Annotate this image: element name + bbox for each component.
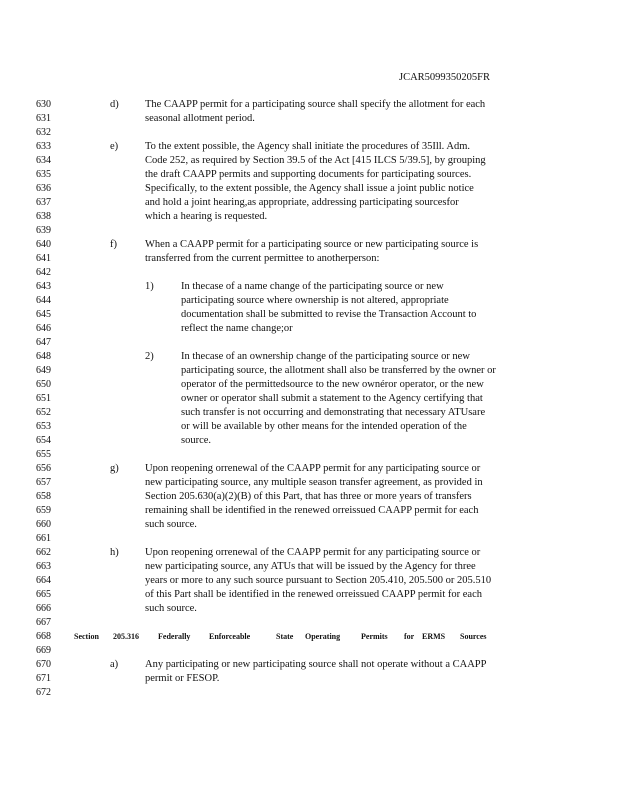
line-number: 637 [36,197,51,208]
line-number: 668 [36,631,51,642]
paragraph-line: permit or FESOP. [145,673,220,684]
paragraph-line: Code 252, as required by Section 39.5 of the Act [415 ILCS 5/39.5], by grouping [145,155,486,166]
line-number: 643 [36,281,51,292]
paragraph-label: f) [110,239,117,250]
paragraph-line: remaining shall be identified in the renewed orreissued CAAPP permit for each [145,505,479,516]
line-number: 661 [36,533,51,544]
paragraph-line: Specifically, to the extent possible, the Agency shall issue a joint public notice [145,183,474,194]
paragraph-label: a) [110,659,119,670]
paragraph-line: The CAAPP permit for a participating source shall specify the allotment for each [145,99,486,110]
line-number: 669 [36,645,51,656]
line-number: 666 [36,603,51,614]
line-number: 655 [36,449,51,460]
paragraph-line: Any participating or new participating source shall not operate without a CAAPP [145,659,487,670]
paragraph-line: such source. [145,519,197,530]
line-number: 635 [36,169,51,180]
paragraph-line: When a CAAPP permit for a participating source or new participating source is [145,239,479,250]
line-number: 663 [36,561,51,572]
paragraph-line: and hold a joint hearing,as appropriate, addressing participating sourcesfor [145,197,459,208]
line-number: 648 [36,351,51,362]
line-number: 646 [36,323,51,334]
paragraph-line: seasonal allotment period. [145,113,255,124]
subparagraph-label: 2) [145,351,154,362]
line-number: 670 [36,659,51,670]
paragraph-line: the draft CAAPP permits and supporting documents for participating sources. [145,169,472,180]
paragraph-line: such transfer is not occurring and demonstrating that necessary ATUsare [181,407,486,418]
subparagraph-label: 1) [145,281,154,292]
line-number: 645 [36,309,51,320]
paragraph-line: which a hearing is requested. [145,211,268,222]
section-heading-word: ERMS [422,632,446,641]
paragraph-line: Section 205.630(a)(2)(B) of this Part, that has three or more years of transfers [145,491,472,502]
line-number: 659 [36,505,51,516]
section-heading-word: Sources [460,632,487,641]
section-heading-word: 205.316 [113,632,139,641]
paragraph-line: participating source where ownership is not altered, appropriate [181,295,449,306]
line-number: 671 [36,673,51,684]
line-number: 656 [36,463,51,474]
section-heading-word: Enforceable [209,632,251,641]
line-number: 652 [36,407,51,418]
line-number: 639 [36,225,51,236]
paragraph-line: Upon reopening orrenewal of the CAAPP permit for any participating source or [145,547,481,558]
paragraph-line: reflect the name change;or [181,323,293,334]
line-number: 634 [36,155,51,166]
line-number: 654 [36,435,51,446]
paragraph-line: source. [181,435,212,446]
paragraph-line: transferred from the current permittee to anotherperson: [145,253,380,264]
line-number: 631 [36,113,51,124]
line-number: 638 [36,211,51,222]
paragraph-line: participating source, the allotment shall also be transferred by the owner or [181,365,496,376]
paragraph-line: In thecase of a name change of the participating source or new [181,281,444,292]
paragraph-line: In thecase of an ownership change of the participating source or new [181,351,470,362]
line-number: 644 [36,295,51,306]
paragraph-line: new participating source, any ATUs that will be issued by the Agency for three [145,561,476,572]
paragraph-label: h) [110,547,119,558]
line-number: 658 [36,491,51,502]
paragraph-line: new participating source, any multiple season transfer agreement, as provided in [145,477,483,488]
section-heading-word: Section [74,632,99,641]
section-heading-word: Federally [158,632,191,641]
line-number: 630 [36,99,51,110]
line-number: 672 [36,687,51,698]
paragraph-label: d) [110,99,119,110]
line-number: 660 [36,519,51,530]
line-number: 632 [36,127,51,138]
line-number: 665 [36,589,51,600]
line-number: 649 [36,365,51,376]
line-number: 636 [36,183,51,194]
line-number: 651 [36,393,51,404]
header-code: JCAR5099350205FR [399,72,491,83]
section-heading-word: Permits [361,632,388,641]
paragraph-line: Upon reopening orrenewal of the CAAPP permit for any participating source or [145,463,481,474]
paragraph-line: or will be available by other means for the intended operation of the [181,421,467,432]
line-number: 647 [36,337,51,348]
section-heading-word: for [404,632,415,641]
line-number: 641 [36,253,51,264]
line-number: 642 [36,267,51,278]
paragraph-label: g) [110,463,119,474]
section-heading-word: Operating [305,632,341,641]
paragraph-line: operator of the permittedsource to the new ownéror operator, or the new [181,379,484,390]
paragraph-label: e) [110,141,119,152]
paragraph-line: owner or operator shall submit a statement to the Agency certifying that [181,393,483,404]
paragraph-line: years or more to any such source pursuant to Section 205.410, 205.500 or 205.510 [145,575,492,586]
paragraph-line: of this Part shall be identified in the renewed orreissued CAAPP permit for each [145,589,482,600]
line-number: 662 [36,547,51,558]
line-number: 653 [36,421,51,432]
line-number: 650 [36,379,51,390]
line-number: 657 [36,477,51,488]
line-number: 667 [36,617,51,628]
line-number: 664 [36,575,51,586]
paragraph-line: documentation shall be submitted to revise the Transaction Account to [181,309,477,320]
paragraph-line: such source. [145,603,197,614]
paragraph-line: To the extent possible, the Agency shall initiate the procedures of 35Ill. Adm. [145,141,470,152]
section-heading-word: State [276,632,294,641]
line-number: 633 [36,141,51,152]
line-number: 640 [36,239,51,250]
